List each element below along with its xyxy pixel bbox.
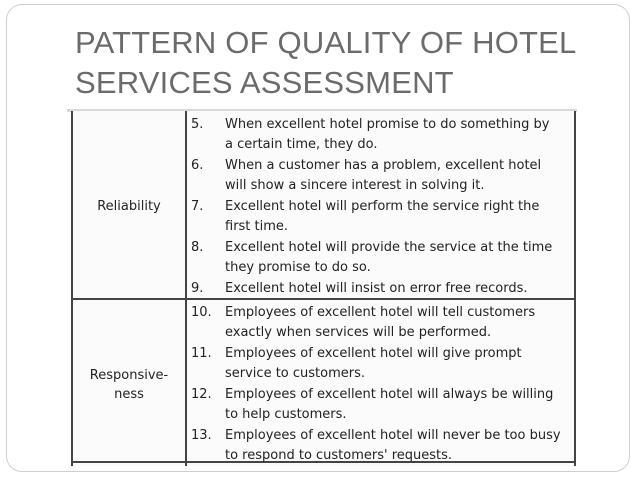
item-line: a certain time, they do. — [225, 137, 378, 152]
item-number: 6. — [191, 158, 204, 173]
slide-title: PATTERN OF QUALITY OF HOTEL SERVICES ASSESSMENT — [75, 25, 576, 100]
item-text — [225, 279, 573, 299]
item-line: service to customers. — [225, 366, 366, 381]
item-line: Employees of excellent hotel will never be too busy — [225, 428, 561, 443]
item-text — [225, 344, 573, 384]
item-line: When a customer has a problem, excellent hotel — [225, 158, 542, 173]
servqual-table — [71, 111, 576, 466]
item-line: to respond to customers' requests. — [225, 448, 453, 463]
item-line: exactly when services will be performed. — [225, 325, 492, 340]
item-text — [225, 426, 573, 466]
item-number: 13. — [191, 428, 212, 443]
item-number: 8. — [191, 240, 204, 255]
item-text — [225, 238, 573, 278]
item-line: they promise to do so. — [225, 260, 371, 275]
slide — [6, 4, 630, 472]
item-line: Excellent hotel will insist on error free records. — [225, 281, 528, 296]
category-reliability — [73, 197, 185, 216]
item-line: Excellent hotel will perform the service right the — [225, 199, 540, 214]
item-text — [225, 385, 573, 425]
item-text — [225, 115, 573, 155]
item-number: 5. — [191, 117, 204, 132]
item-text — [225, 303, 573, 343]
item-line: Employees of excellent hotel will always be willing — [225, 387, 554, 402]
category-label-line2: ness — [114, 387, 144, 402]
category-column — [73, 111, 187, 466]
item-line: to help customers. — [225, 407, 347, 422]
item-line: will show a sincere interest in solving it. — [225, 178, 485, 193]
item-line: Excellent hotel will provide the service at the time — [225, 240, 553, 255]
item-line: first time. — [225, 219, 289, 234]
item-number: 9. — [191, 281, 204, 296]
category-label: Reliability — [97, 199, 161, 214]
item-text — [225, 197, 573, 237]
item-number: 10. — [191, 305, 212, 320]
category-label-line1: Responsive- — [89, 368, 169, 383]
item-line: Employees of excellent hotel will tell customers — [225, 305, 536, 320]
item-number: 12. — [191, 387, 212, 402]
item-line: Employees of excellent hotel will give prompt — [225, 346, 522, 361]
category-responsiveness — [73, 366, 185, 404]
item-line: When excellent hotel promise to do something by — [225, 117, 550, 132]
item-text — [225, 156, 573, 196]
item-number: 11. — [191, 346, 212, 361]
item-number: 7. — [191, 199, 204, 214]
